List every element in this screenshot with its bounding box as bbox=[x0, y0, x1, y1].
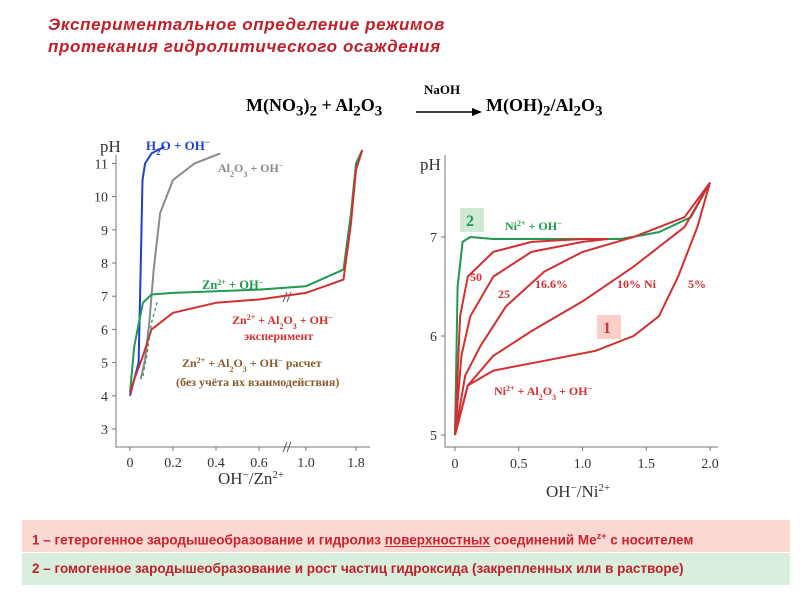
caption-1-tail: с носителем bbox=[606, 532, 694, 548]
chart-zn-yticks bbox=[94, 157, 116, 438]
zn-ytick-label: 11 bbox=[94, 157, 108, 173]
zn-ytick-label: 5 bbox=[101, 356, 108, 372]
marker-2: 2 bbox=[466, 213, 474, 230]
zn-xtick-label: 0 bbox=[126, 456, 134, 471]
label-16-6: 16.6% bbox=[535, 277, 568, 291]
marker-1: 1 bbox=[603, 320, 611, 337]
ni-xtick-label: 1.5 bbox=[637, 457, 655, 472]
caption-1-underlined: поверхностных bbox=[384, 532, 490, 548]
label-experiment: эксперимент bbox=[244, 329, 314, 343]
label-zn-oh: $Zn^{2+} + OH^-$ bbox=[202, 277, 264, 292]
zn-ytick-label: 7 bbox=[101, 290, 108, 306]
title-line-2: протекания гидролитического осаждения bbox=[48, 37, 441, 56]
label-25: 25 bbox=[498, 287, 510, 301]
chart-ni bbox=[420, 155, 719, 501]
label-ni-oh: $Ni^{2+} + OH^-$ bbox=[505, 218, 562, 233]
chart-ni-xlabel: $OH^-/Ni^{2+}$ bbox=[546, 482, 611, 501]
equation-lhs: $M(NO_3)_2 + Al_2O_3$ bbox=[246, 95, 383, 120]
label-al2o3-oh: $Al_2O_3 + OH^-$ bbox=[218, 160, 284, 179]
zn-ytick-label: 3 bbox=[101, 423, 108, 438]
chart-ni-ylabel: pH bbox=[420, 155, 441, 174]
caption-1-sup: z+ bbox=[596, 531, 607, 541]
label-50: 50 bbox=[470, 270, 482, 284]
label-5: 5% bbox=[688, 277, 706, 291]
chart-zn-ylabel: pH bbox=[100, 137, 121, 156]
equation-reagent: NaOH bbox=[424, 82, 461, 97]
label-ni-al2o3-oh: $Ni^{2+} + Al_2O_3 + OH^-$ bbox=[494, 383, 593, 402]
chart-ni-yticks bbox=[430, 231, 445, 444]
ni-series-line-2 bbox=[455, 239, 608, 435]
zn-ytick-label: 10 bbox=[94, 190, 108, 206]
zn-ytick-label: 6 bbox=[101, 323, 108, 339]
caption-homogeneous: 2 – гомогенное зародышеобразование и рост частиц гидроксида (закрепленных или в растворе) bbox=[22, 553, 790, 585]
ni-ytick-label: 5 bbox=[430, 429, 437, 444]
title-line-1: Экспериментальное определение режимов bbox=[48, 15, 446, 34]
ni-xtick-label: 2.0 bbox=[701, 457, 719, 472]
zn-xtick-label: 0.6 bbox=[250, 456, 268, 471]
ni-series-line-1 bbox=[455, 239, 608, 435]
zn-ytick-label: 9 bbox=[101, 223, 108, 239]
zn-ytick-label: 8 bbox=[101, 257, 108, 272]
ni-xtick-label: 1.0 bbox=[573, 457, 592, 472]
label-h2o-oh: $H_2O + OH^-$ bbox=[146, 137, 211, 157]
label-10-ni: 10% Ni bbox=[617, 277, 656, 291]
zn-series-line-1 bbox=[141, 153, 221, 379]
zn-xtick-label: 0.4 bbox=[207, 456, 225, 471]
label-calc: $Zn^{2+} + Al_2O_3 + OH^-$ расчет bbox=[182, 355, 322, 374]
chart-zn-xlabel: $OH^-/Zn^{2+}$ bbox=[218, 469, 285, 488]
label-zn-al2o3-oh: $Zn^{2+} + Al_2O_3 + OH^-$ bbox=[232, 312, 333, 331]
equation-rhs: $M(OH)_2/Al_2O_3$ bbox=[486, 95, 603, 120]
chart-ni-xticks bbox=[452, 447, 719, 472]
ni-xtick-label: 0.5 bbox=[510, 457, 528, 472]
ni-ytick-label: 7 bbox=[430, 231, 437, 246]
ni-ytick-label: 6 bbox=[430, 330, 437, 345]
ni-xtick-label: 0 bbox=[451, 457, 459, 472]
caption-heterogeneous bbox=[22, 520, 790, 552]
zn-xtick-label: 0.2 bbox=[164, 456, 182, 471]
caption-1-prefix: 1 – гетерогенное зародышеобразование и гидролиз bbox=[32, 532, 385, 548]
chart-zn bbox=[94, 137, 370, 488]
zn-xtick-label: 1.8 bbox=[347, 456, 365, 471]
zn-ytick-label: 4 bbox=[101, 389, 108, 405]
zn-series-line-0 bbox=[130, 147, 164, 396]
zn-xtick-label: 1.0 bbox=[297, 456, 315, 471]
label-calc-note: (без учёта их взаимодействия) bbox=[176, 375, 340, 389]
caption-1-suffix: соединений Me bbox=[489, 532, 597, 548]
chart-zn-xticks bbox=[127, 447, 365, 471]
